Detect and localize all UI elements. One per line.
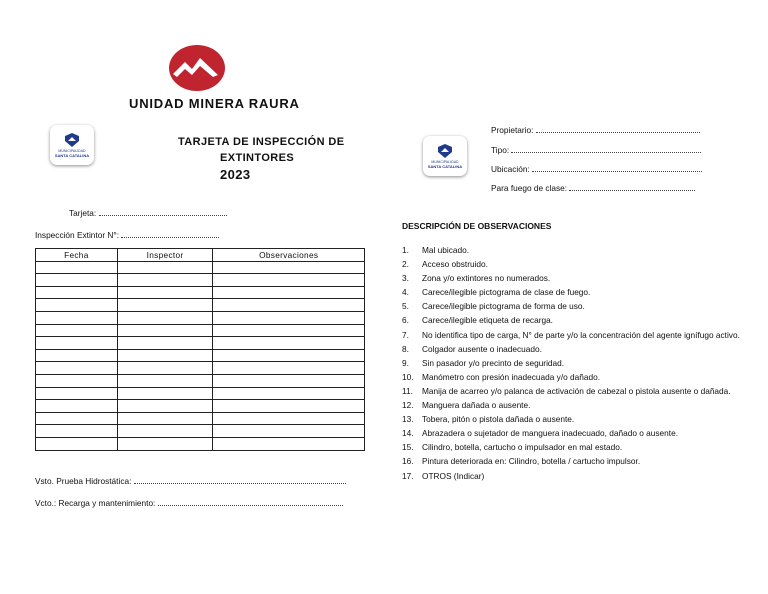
cell-fecha[interactable] bbox=[36, 311, 118, 324]
tarjeta-label: Tarjeta: bbox=[69, 208, 97, 218]
observation-number: 14. bbox=[402, 428, 414, 439]
cell-observaciones[interactable] bbox=[213, 299, 365, 312]
cell-inspector[interactable] bbox=[117, 425, 213, 438]
observation-text: Carece/ilegible pictograma de clase de fuego. bbox=[422, 287, 591, 298]
cell-fecha[interactable] bbox=[36, 437, 118, 450]
observation-text: Pintura deteriorada en: Cilindro, botella / cartucho impulsor. bbox=[422, 456, 641, 467]
observation-number: 11. bbox=[402, 385, 413, 396]
vsto-field bbox=[35, 475, 346, 486]
observation-item bbox=[402, 271, 742, 285]
cell-inspector[interactable] bbox=[117, 362, 213, 375]
cell-observaciones[interactable] bbox=[213, 425, 365, 438]
observation-number: 5. bbox=[402, 301, 409, 312]
ubicacion-field bbox=[491, 163, 702, 174]
cell-fecha[interactable] bbox=[36, 387, 118, 400]
observation-item bbox=[402, 299, 742, 313]
observation-text: Mal ubicado. bbox=[422, 245, 470, 255]
cell-observaciones[interactable] bbox=[213, 311, 365, 324]
cell-fecha[interactable] bbox=[36, 286, 118, 299]
cell-inspector[interactable] bbox=[117, 412, 213, 425]
observation-text: Cilindro, botella, cartucho o impulsador en mal estado. bbox=[422, 442, 623, 453]
header-observaciones: Observaciones bbox=[213, 249, 365, 262]
badge-name: SANTA CATALINA bbox=[427, 164, 463, 169]
vcto-blank[interactable] bbox=[158, 497, 343, 506]
cell-observaciones[interactable] bbox=[213, 349, 365, 362]
table-row bbox=[36, 374, 365, 387]
tarjeta-field bbox=[69, 207, 227, 218]
municipality-badge-right bbox=[423, 136, 467, 176]
cell-observaciones[interactable] bbox=[213, 362, 365, 375]
observation-number: 12. bbox=[402, 400, 414, 411]
table-row bbox=[36, 274, 365, 287]
cell-observaciones[interactable] bbox=[213, 387, 365, 400]
table-row bbox=[36, 387, 365, 400]
observation-number: 10. bbox=[402, 371, 414, 382]
cell-inspector[interactable] bbox=[117, 261, 213, 274]
cell-observaciones[interactable] bbox=[213, 324, 365, 337]
cell-fecha[interactable] bbox=[36, 274, 118, 287]
observation-text: Carece/ilegible pictograma de forma de uso. bbox=[422, 301, 585, 312]
shield-icon bbox=[436, 143, 454, 159]
cell-inspector[interactable] bbox=[117, 286, 213, 299]
observation-number: 3. bbox=[402, 273, 409, 284]
header-fecha: Fecha bbox=[36, 249, 118, 262]
observation-text: Manómetro con presión inadecuada y/o dañado. bbox=[422, 371, 601, 382]
ubicacion-label: Ubicación: bbox=[491, 164, 530, 174]
tipo-blank[interactable] bbox=[511, 144, 701, 153]
observation-number: 1. bbox=[402, 245, 409, 255]
observation-item bbox=[402, 412, 742, 426]
observation-text: Colgador ausente o inadecuado. bbox=[422, 343, 542, 354]
cell-inspector[interactable] bbox=[117, 349, 213, 362]
inspeccion-field bbox=[35, 229, 219, 240]
vsto-label: Vsto. Prueba Hidrostática: bbox=[35, 476, 132, 486]
cell-fecha[interactable] bbox=[36, 261, 118, 274]
cell-fecha[interactable] bbox=[36, 412, 118, 425]
cell-observaciones[interactable] bbox=[213, 274, 365, 287]
table-row bbox=[36, 286, 365, 299]
table-row bbox=[36, 261, 365, 274]
observation-text: Carece/ilegible etiqueta de recarga. bbox=[422, 315, 553, 326]
observation-text: Tobera, pitón o pistola dañada o ausente. bbox=[422, 414, 575, 425]
ubicacion-blank[interactable] bbox=[532, 163, 702, 172]
fuego-label: Para fuego de clase: bbox=[491, 183, 568, 193]
observation-item bbox=[402, 356, 742, 370]
vcto-label: Vcto.: Recarga y mantenimiento: bbox=[35, 498, 156, 508]
observation-number: 7. bbox=[402, 329, 409, 340]
observation-text: Manguera dañada o ausente. bbox=[422, 400, 531, 411]
observation-item bbox=[402, 328, 742, 342]
cell-observaciones[interactable] bbox=[213, 437, 365, 450]
cell-observaciones[interactable] bbox=[213, 400, 365, 413]
observation-text: Abrazadera o sujetador de manguera inadecuado, dañado o ausente. bbox=[422, 428, 679, 439]
table-header-row bbox=[36, 249, 365, 262]
observation-item bbox=[402, 285, 742, 299]
cell-observaciones[interactable] bbox=[213, 374, 365, 387]
card-title bbox=[178, 134, 344, 183]
observation-text: Zona y/o extintores no numerados. bbox=[422, 273, 551, 284]
cell-observaciones[interactable] bbox=[213, 286, 365, 299]
observation-text: Acceso obstruido. bbox=[422, 259, 488, 270]
company-logo bbox=[168, 44, 226, 92]
table-row bbox=[36, 362, 365, 375]
table-row bbox=[36, 311, 365, 324]
title-line-2: EXTINTORES bbox=[220, 152, 295, 164]
observation-text: OTROS (Indicar) bbox=[422, 470, 485, 481]
cell-fecha[interactable] bbox=[36, 349, 118, 362]
table-row bbox=[36, 412, 365, 425]
company-name: UNIDAD MINERA RAURA bbox=[129, 96, 300, 111]
badge-top-text: MUNICIPALIDAD bbox=[58, 149, 86, 153]
badge-top-text: MUNICIPALIDAD bbox=[431, 160, 459, 164]
propietario-field bbox=[491, 124, 700, 135]
title-line-1: TARJETA DE INSPECCIÓN DE bbox=[178, 136, 345, 148]
cell-fecha[interactable] bbox=[36, 374, 118, 387]
table-row bbox=[36, 299, 365, 312]
table-row bbox=[36, 425, 365, 438]
cell-inspector[interactable] bbox=[117, 400, 213, 413]
observation-item bbox=[402, 398, 742, 412]
observations-list bbox=[402, 243, 742, 483]
table-row bbox=[36, 324, 365, 337]
cell-inspector[interactable] bbox=[117, 311, 213, 324]
cell-observaciones[interactable] bbox=[213, 412, 365, 425]
cell-inspector[interactable] bbox=[117, 387, 213, 400]
cell-fecha[interactable] bbox=[36, 299, 118, 312]
tipo-field bbox=[491, 144, 701, 155]
badge-name: SANTA CATALINA bbox=[54, 153, 90, 158]
header-inspector: Inspector bbox=[117, 249, 213, 262]
municipality-badge bbox=[50, 125, 94, 165]
inspeccion-blank[interactable] bbox=[121, 229, 219, 238]
vsto-blank[interactable] bbox=[134, 475, 346, 484]
observation-item bbox=[402, 313, 742, 327]
observation-number: 16. bbox=[402, 456, 414, 467]
cell-inspector[interactable] bbox=[117, 337, 213, 350]
observation-text: No identifica tipo de carga, N° de parte y/o la concentración del agente ignífugo activo. bbox=[422, 329, 740, 340]
observation-number: 13. bbox=[402, 414, 414, 425]
observation-item bbox=[402, 384, 742, 398]
cell-fecha[interactable] bbox=[36, 324, 118, 337]
propietario-label: Propietario: bbox=[491, 125, 534, 135]
cell-inspector[interactable] bbox=[117, 274, 213, 287]
cell-fecha[interactable] bbox=[36, 337, 118, 350]
vcto-field bbox=[35, 497, 343, 508]
observation-number: 6. bbox=[402, 315, 409, 326]
cell-fecha[interactable] bbox=[36, 425, 118, 438]
observation-number: 17. bbox=[402, 470, 414, 481]
title-year: 2023 bbox=[220, 167, 251, 182]
cell-fecha[interactable] bbox=[36, 400, 118, 413]
table-row bbox=[36, 337, 365, 350]
table-row bbox=[36, 437, 365, 450]
observation-number: 8. bbox=[402, 343, 409, 354]
table-row bbox=[36, 349, 365, 362]
observation-number: 4. bbox=[402, 287, 409, 298]
observation-item bbox=[402, 426, 742, 440]
cell-inspector[interactable] bbox=[117, 437, 213, 450]
fuego-blank[interactable] bbox=[569, 182, 695, 191]
observation-number: 2. bbox=[402, 259, 409, 270]
observation-item bbox=[402, 440, 742, 454]
observation-number: 15. bbox=[402, 442, 414, 453]
observation-item bbox=[402, 257, 742, 271]
cell-inspector[interactable] bbox=[117, 299, 213, 312]
fuego-field bbox=[491, 182, 695, 193]
inspeccion-label: Inspección Extintor N°: bbox=[35, 230, 120, 240]
propietario-blank[interactable] bbox=[536, 124, 700, 133]
observation-item bbox=[402, 469, 742, 483]
cell-observaciones[interactable] bbox=[213, 337, 365, 350]
observation-number: 9. bbox=[402, 357, 409, 368]
observation-item bbox=[402, 342, 742, 356]
section-title: DESCRIPCIÓN DE OBSERVACIONES bbox=[402, 221, 552, 231]
observation-item bbox=[402, 454, 742, 468]
cell-inspector[interactable] bbox=[117, 374, 213, 387]
inspection-table bbox=[35, 248, 365, 451]
cell-inspector[interactable] bbox=[117, 324, 213, 337]
cell-observaciones[interactable] bbox=[213, 261, 365, 274]
observation-item bbox=[402, 243, 742, 257]
cell-fecha[interactable] bbox=[36, 362, 118, 375]
tarjeta-blank[interactable] bbox=[99, 207, 227, 216]
table-row bbox=[36, 400, 365, 413]
observation-item bbox=[402, 370, 742, 384]
observation-text: Manija de acarreo y/o palanca de activación de cabezal o pistola ausente o dañada. bbox=[422, 385, 731, 396]
shield-icon bbox=[63, 132, 81, 148]
tipo-label: Tipo: bbox=[491, 145, 510, 155]
observation-text: Sin pasador y/o precinto de seguridad. bbox=[422, 357, 565, 368]
